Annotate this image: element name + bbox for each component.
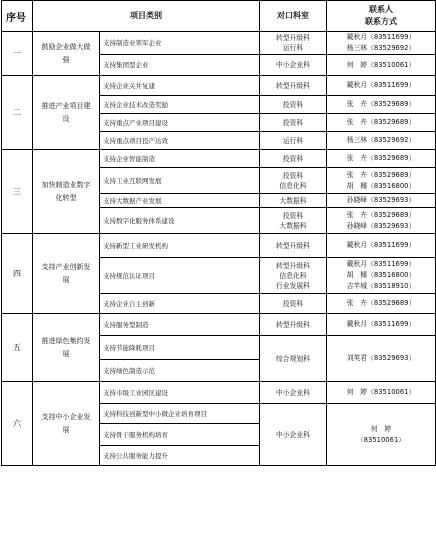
item-name: 支持公共服务能力提升 bbox=[100, 446, 260, 466]
item-name: 支持数字化服务体系建设 bbox=[100, 208, 260, 234]
item-name: 支持规范认证项目 bbox=[100, 258, 260, 294]
group-category: 支持中小企业发展 bbox=[33, 382, 100, 466]
header-dept: 对口科室 bbox=[260, 1, 327, 32]
item-dept: 转型升级科 bbox=[260, 234, 327, 258]
item-contact: 戴秋月（83511699） bbox=[327, 76, 436, 96]
group-seq: 一 bbox=[2, 32, 33, 76]
item-contact: 何 婷（83510061） bbox=[327, 55, 436, 76]
item-name: 支持企业智能制造 bbox=[100, 150, 260, 168]
item-dept: 转型升级科 bbox=[260, 76, 327, 96]
item-dept: 投资科 bbox=[260, 96, 327, 114]
group-category: 推进绿色集约发展 bbox=[33, 314, 100, 382]
header-category: 项目类别 bbox=[33, 1, 260, 32]
item-dept: 投资科 大数据科 bbox=[260, 208, 327, 234]
item-name: 支持集团型企业 bbox=[100, 55, 260, 76]
item-dept: 转型升级科 运行科 bbox=[260, 32, 327, 55]
item-name: 支持节能降耗项目 bbox=[100, 336, 260, 360]
group-category: 支持产业创新发展 bbox=[33, 234, 100, 314]
item-contact: 戴秋月（83511699） bbox=[327, 234, 436, 258]
item-dept: 转型升级科 信息化科 行业发展科 bbox=[260, 258, 327, 294]
table-row bbox=[2, 32, 436, 55]
group-category: 推进产业项目建设 bbox=[33, 76, 100, 150]
item-dept: 投资科 bbox=[260, 150, 327, 168]
item-contact: 杨三林（83529692） bbox=[327, 132, 436, 150]
item-name: 支持工业互联网发展 bbox=[100, 168, 260, 194]
item-dept: 综合规划科 bbox=[260, 336, 327, 382]
group-seq: 四 bbox=[2, 234, 33, 314]
item-dept: 转型升级科 bbox=[260, 314, 327, 336]
item-name: 支持大数据产业发展 bbox=[100, 194, 260, 208]
header-row bbox=[2, 1, 436, 32]
item-dept: 中小企业科 bbox=[260, 404, 327, 466]
item-name: 支持绿色制造示范 bbox=[100, 360, 260, 382]
table-row bbox=[2, 234, 436, 258]
item-contact: 戴秋月（83511699） 胡 椰（83516800） 吉芊城（83518910） bbox=[327, 258, 436, 294]
table-row bbox=[2, 382, 436, 404]
item-contact: 刘英君（83529693） bbox=[327, 336, 436, 382]
item-contact: 何 婷（83510061） bbox=[327, 382, 436, 404]
item-dept: 运行科 bbox=[260, 132, 327, 150]
item-dept: 投资科 信息化科 bbox=[260, 168, 327, 194]
item-name: 支持企业自主创新 bbox=[100, 294, 260, 314]
item-name: 支持新型工业研发机构 bbox=[100, 234, 260, 258]
table-row bbox=[2, 150, 436, 168]
item-name: 支持服务型制造 bbox=[100, 314, 260, 336]
item-contact: 戴秋月（83511699） bbox=[327, 314, 436, 336]
item-name: 支持制造业领军企业 bbox=[100, 32, 260, 55]
header-seq: 序号 bbox=[2, 1, 33, 32]
item-name: 支持科技创新型中小微企业培育项目 bbox=[100, 404, 260, 424]
item-dept: 投资科 bbox=[260, 114, 327, 132]
item-dept: 投资科 bbox=[260, 294, 327, 314]
item-contact: 张 卉（83529689） bbox=[327, 96, 436, 114]
group-seq: 五 bbox=[2, 314, 33, 382]
item-contact: 张 卉（83529689） 胡 椰（83516800） bbox=[327, 168, 436, 194]
group-seq: 六 bbox=[2, 382, 33, 466]
header-contact: 联系人 联系方式 bbox=[327, 1, 436, 32]
item-dept: 中小企业科 bbox=[260, 55, 327, 76]
item-contact: 张 卉（83529689） 孙晓峰（83529693） bbox=[327, 208, 436, 234]
item-name: 支持骨干服务机构培育 bbox=[100, 424, 260, 446]
group-category: 鼓励企业做大做强 bbox=[33, 32, 100, 76]
item-name: 支持企业技术改造奖励 bbox=[100, 96, 260, 114]
item-name: 支持企业关井复建 bbox=[100, 76, 260, 96]
item-contact: 张 卉（83529689） bbox=[327, 114, 436, 132]
group-seq: 三 bbox=[2, 150, 33, 234]
group-seq: 二 bbox=[2, 76, 33, 150]
item-name: 支持重点产业项目建设 bbox=[100, 114, 260, 132]
item-name: 支持重点项目投产达效 bbox=[100, 132, 260, 150]
item-contact: 何 婷 （83510061） bbox=[327, 404, 436, 466]
group-category: 加快制造业数字化转型 bbox=[33, 150, 100, 234]
item-dept: 大数据科 bbox=[260, 194, 327, 208]
item-contact: 张 卉（83529689） bbox=[327, 294, 436, 314]
item-contact: 张 卉（83529689） bbox=[327, 150, 436, 168]
item-dept: 中小企业科 bbox=[260, 382, 327, 404]
item-contact: 戴秋月（83511699） 杨三林（83529692） bbox=[327, 32, 436, 55]
table-row bbox=[2, 76, 436, 96]
project-contact-table bbox=[1, 0, 436, 466]
table-row bbox=[2, 314, 436, 336]
item-contact: 孙晓峰（83529693） bbox=[327, 194, 436, 208]
item-name: 支持市级工业园区建设 bbox=[100, 382, 260, 404]
